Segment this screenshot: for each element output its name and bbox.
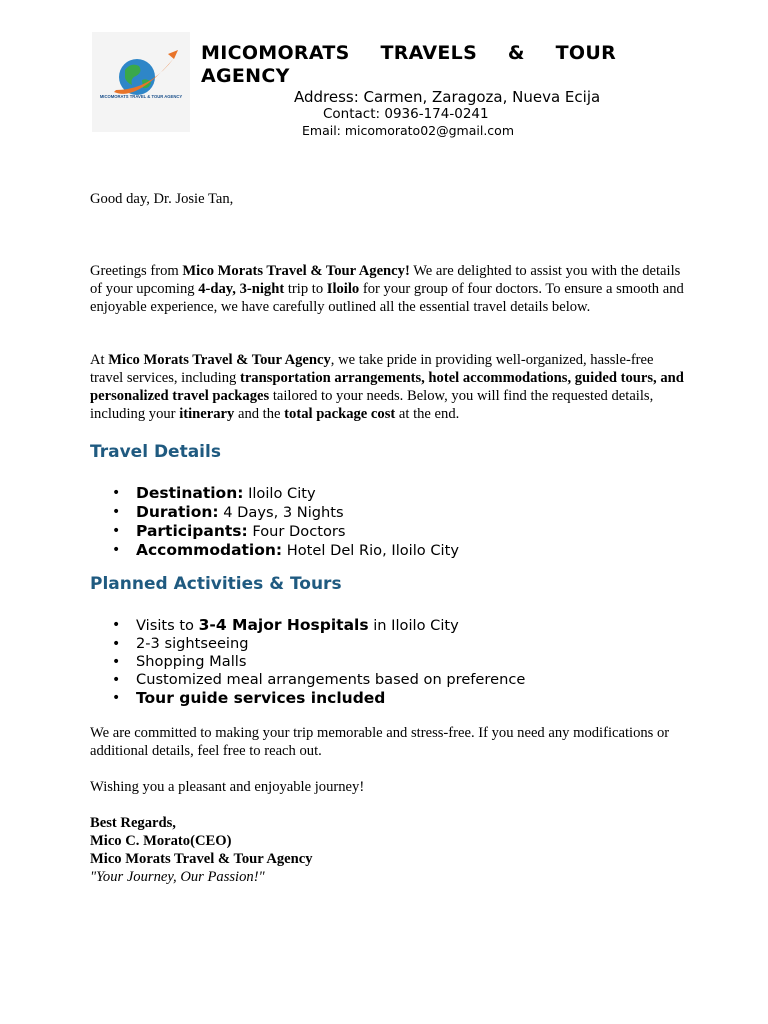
services-paragraph: At Mico Morats Travel & Tour Agency, we take pride in providing well-organized, hassle-free travel services, including transportation arrangements, hotel accommodations, guided tours, and personalized travel packages tailored to your needs. Below, you will find the requested details, including your itinerary and the total package cost at the end. [90,352,684,422]
commitment-paragraph: We are committed to making your trip memorable and stress-free. If you need any modifications or additional details, feel free to reach out. [90,725,670,759]
list-item: • Customized meal arrangements based on preference [90,671,525,689]
intro-paragraph: Greetings from Mico Morats Travel & Tour Agency! We are delighted to assist you with the details of your upcoming 4-day, 3-night trip to Iloilo for your group of four doctors. To ensure a smooth and enjoyable experience, we have carefully outlined all the essential travel details below. [90,263,684,315]
list-item: • Duration: 4 Days, 3 Nights [90,503,459,522]
agency-email: Email: micomorato02@gmail.com [302,123,514,138]
list-item: • Tour guide services included [90,689,525,708]
list-item: • Participants: Four Doctors [90,522,459,541]
agency-contact: Contact: 0936-174-0241 [323,106,489,122]
agency-title [201,42,616,88]
signature-block [90,815,686,887]
list-item: • Shopping Malls [90,653,525,671]
activities-heading: Planned Activities & Tours [90,574,342,594]
signer-company: Mico Morats Travel & Tour Agency [90,850,313,867]
travel-details-list [90,484,459,560]
wishes-paragraph: Wishing you a pleasant and enjoyable journey! [90,779,365,795]
logo-text: MICOMORATS TRAVEL & TOUR AGENCY [99,94,183,99]
list-item: • Visits to 3-4 Major Hospitals in Iloilo City [90,616,525,635]
list-item: • Destination: Iloilo City [90,484,459,503]
agency-logo [92,32,190,132]
tagline: "Your Journey, Our Passion!" [90,868,265,885]
agency-title-line2: AGENCY [201,65,290,87]
agency-address: Address: Carmen, Zaragoza, Nueva Ecija [294,88,601,106]
travel-details-heading: Travel Details [90,442,221,462]
agency-title-line1: MICOMORATS TRAVELS & TOUR [201,42,616,64]
activities-list [90,616,525,708]
greeting: Good day, Dr. Josie Tan, [90,191,234,207]
signer-name: Mico C. Morato(CEO) [90,832,232,849]
closing-text: Best Regards, [90,815,176,831]
list-item: • 2-3 sightseeing [90,635,525,653]
list-item: • Accommodation: Hotel Del Rio, Iloilo City [90,541,459,560]
